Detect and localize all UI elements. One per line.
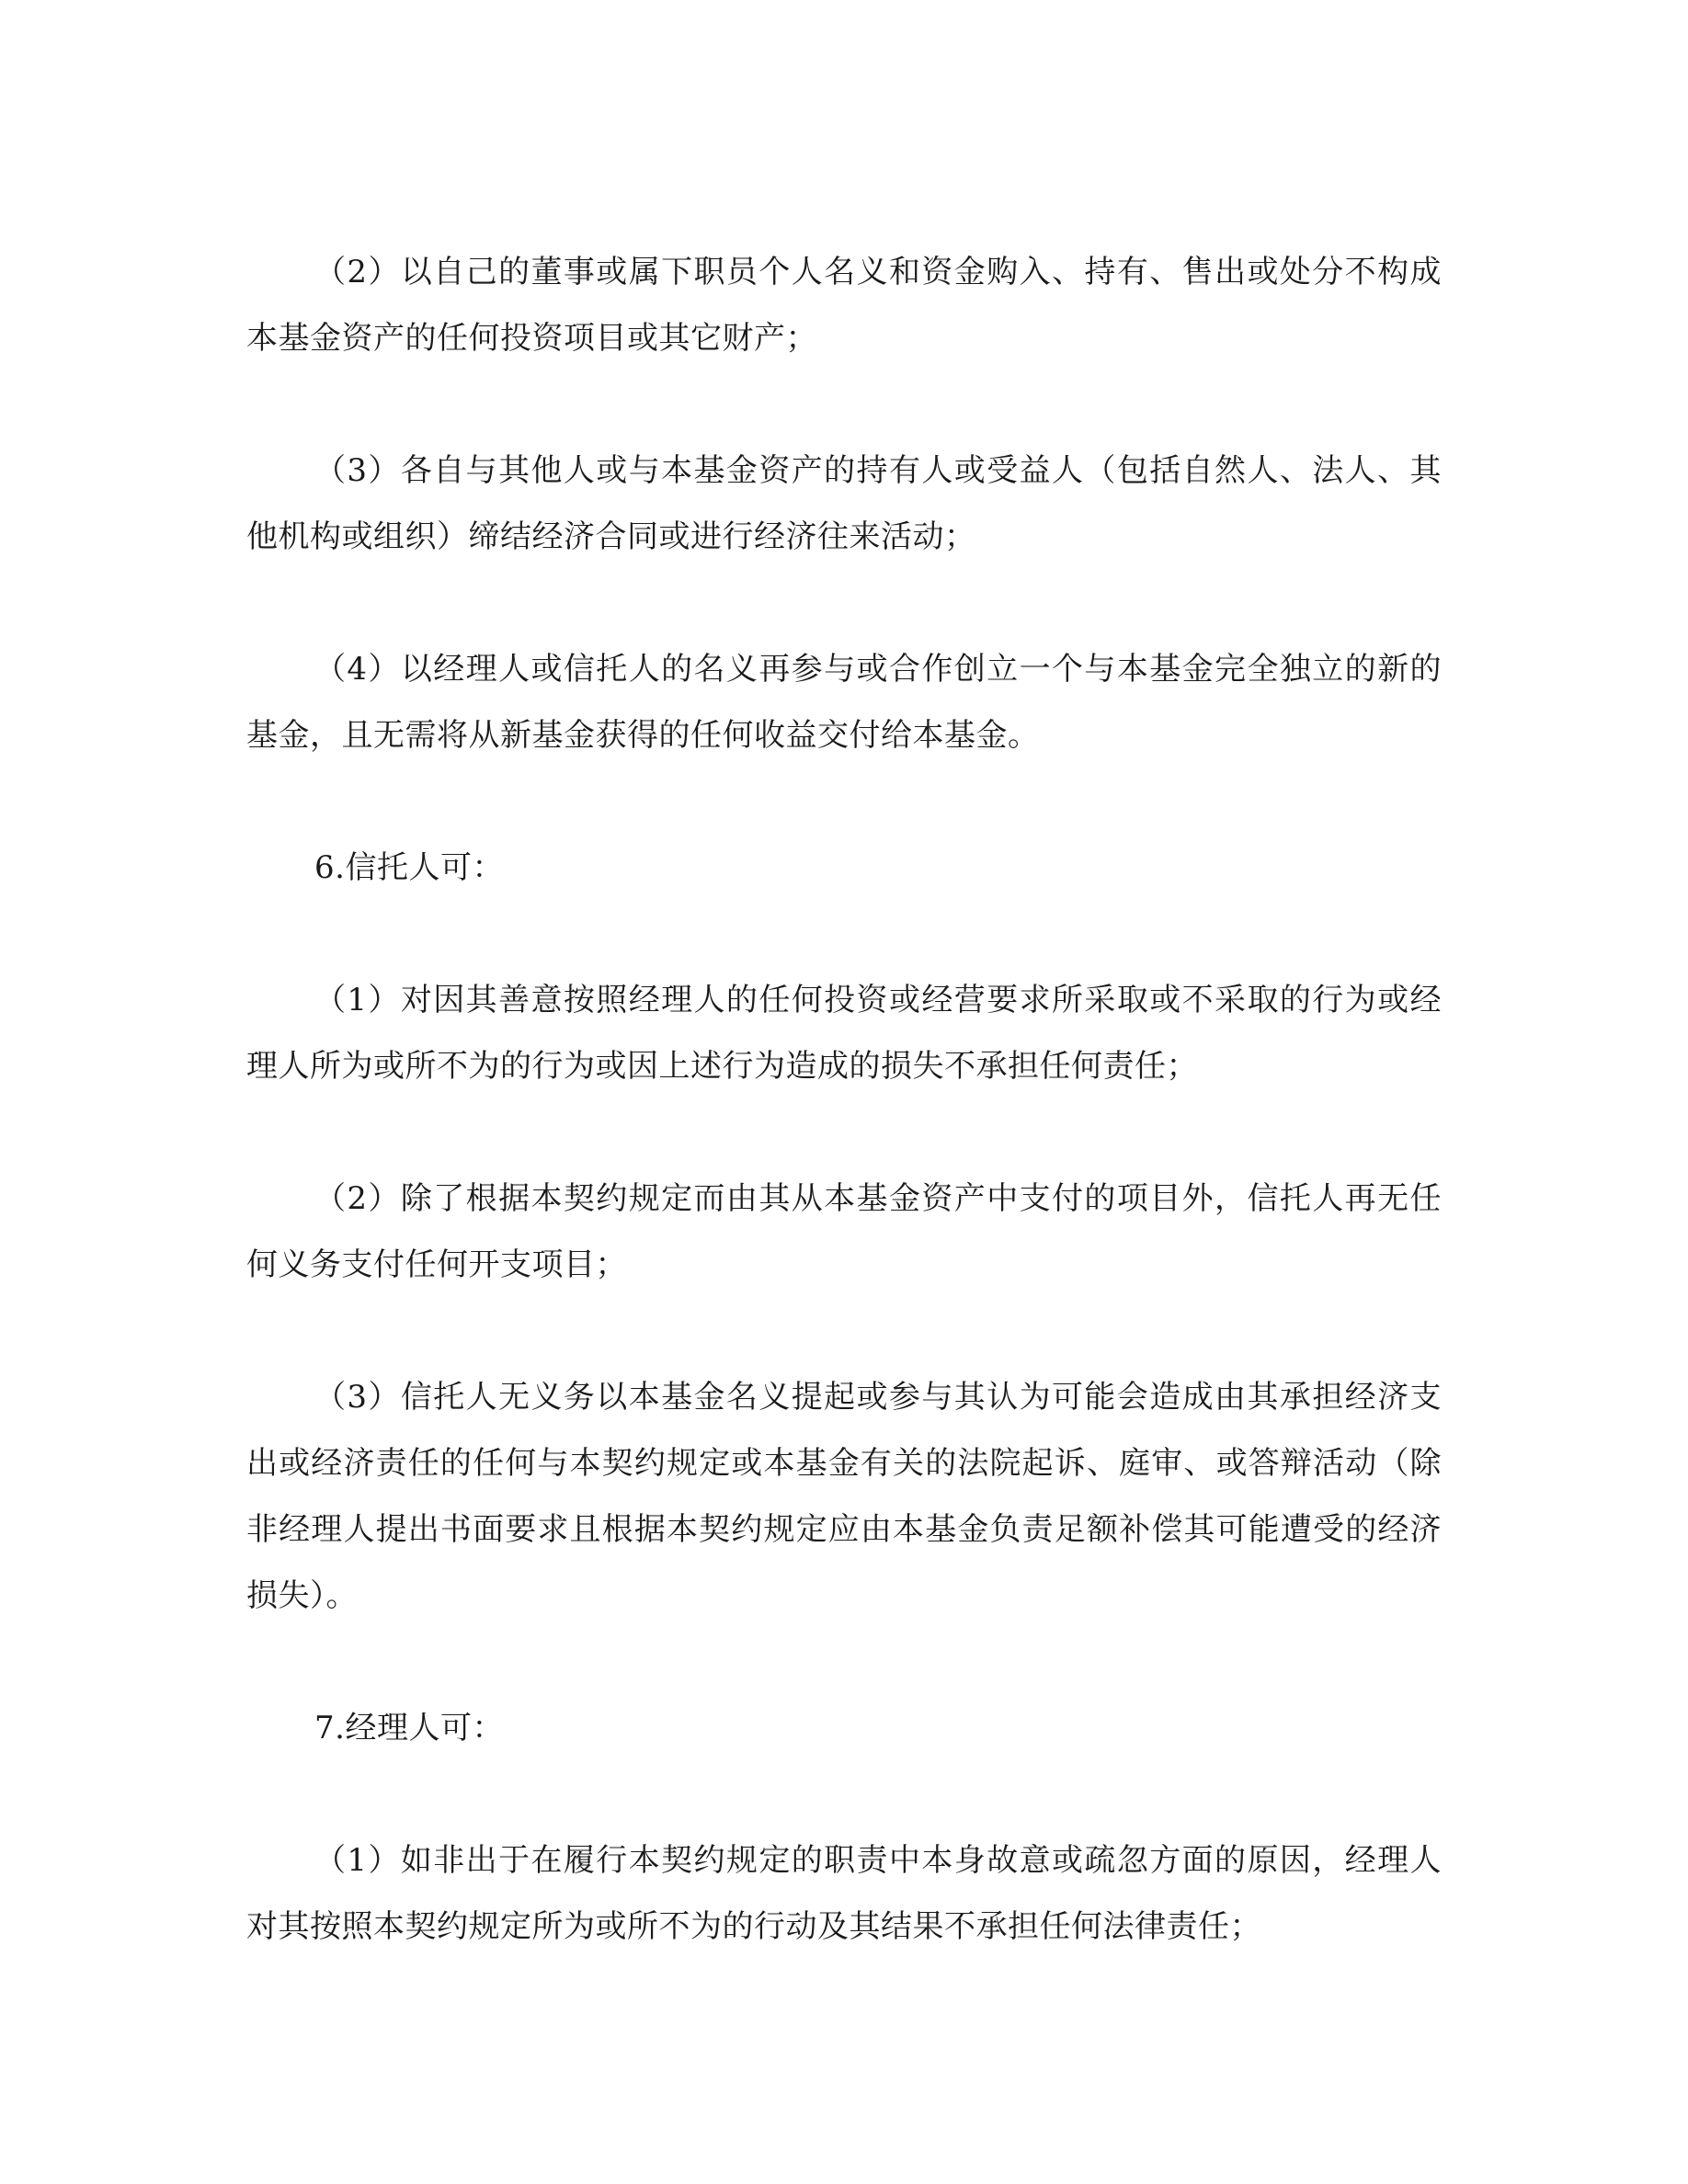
clause-paragraph: （1）对因其善意按照经理人的任何投资或经营要求所采取或不采取的行为或经理人所为或所不为的行为或因上述行为造成的损失不承担任何责任； <box>246 982 1442 1085</box>
clause-paragraph: （4）以经理人或信托人的名义再参与或合作创立一个与本基金完全独立的新的基金，且无需将从新基金获得的任何收益交付给本基金。 <box>246 651 1442 754</box>
section-heading: 6.信托人可： <box>314 849 504 886</box>
clause-paragraph: （2）除了根据本契约规定而由其从本基金资产中支付的项目外，信托人再无任何义务支付任何开支项目； <box>246 1180 1442 1283</box>
clause-paragraph: （1）如非出于在履行本契约规定的职责中本身故意或疏忽方面的原因，经理人对其按照本契约规定所为或所不为的行动及其结果不承担任何法律责任； <box>246 1842 1442 1945</box>
document-body <box>246 239 1442 2026</box>
section-heading: 7.经理人可： <box>314 1710 504 1746</box>
clause-paragraph: （3）信托人无义务以本基金名义提起或参与其认为可能会造成由其承担经济支出或经济责任的任何与本契约规定或本基金有关的法院起诉、庭审、或答辩活动（除非经理人提出书面要求且根据本契约规定应由本基金负责足额补偿其可能遭受的经济损失）。 <box>246 1379 1442 1614</box>
clause-paragraph: （3）各自与其他人或与本基金资产的持有人或受益人（包括自然人、法人、其他机构或组织）缔结经济合同或进行经济往来活动； <box>246 452 1442 555</box>
clause-paragraph: （2）以自己的董事或属下职员个人名义和资金购入、持有、售出或处分不构成本基金资产的任何投资项目或其它财产； <box>246 254 1442 357</box>
